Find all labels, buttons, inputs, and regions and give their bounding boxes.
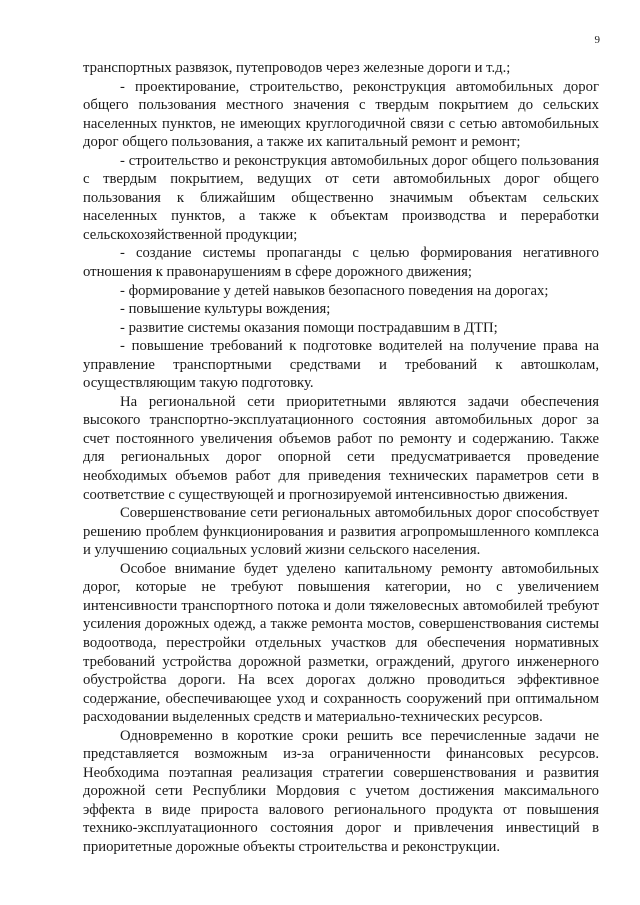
list-item-first-aid: - развитие системы оказания помощи пострадавшим в ДТП; — [120, 319, 498, 336]
paragraph-network-improvement: Совершенствование сети региональных автомобильных дорог способствует решению проблем функционирования и развития агропромышленного комплекса и улучшению социальных условий жизни сельского населения. — [83, 505, 599, 559]
list-item-driving-culture: - повышение культуры вождения; — [120, 301, 331, 318]
page-number: 9 — [594, 34, 600, 46]
list-item-driver-training: - повышение требований к подготовке водителей на получение права на управление транспортными средствами и требований к автошколам, осуществляющим такую подготовку. — [83, 338, 599, 392]
list-item-roads-rural: - строительство и реконструкция автомобильных дорог общего пользования с твердым покрытием, ведущих от сети автомобильных дорог общего пользования к ближайшим общественно значимым объектам сельских населенных пунктов, а также к объектам производства и переработки сельскохозяйственной продукции; — [83, 152, 599, 243]
list-item-roads-local: - проектирование, строительство, реконструкция автомобильных дорог общего пользования местного значения с твердым покрытием до сельских населенных пунктов, не имеющих круглогодичной связи с сетью автомобильных дорог общего пользования, а также их капитальный ремонт и ремонт; — [83, 78, 599, 151]
document-body — [83, 59, 599, 857]
list-item-propaganda: - создание системы пропаганды с целью формирования негативного отношения к правонарушениям в сфере дорожного движения; — [83, 245, 599, 281]
paragraph-capital-repair: Особое внимание будет уделено капитальному ремонту автомобильных дорог, которые не требуют повышения категории, но с увеличением интенсивности транспортного потока и доли тяжеловесных автомобилей требуют усиления дорожных одежд, а также ремонта мостов, совершенствования системы водоотвода, перестройки отдельных участков для обеспечения нормативных требований устройства дорожной разметки, ограждений, другого инженерного обустройства дороги. На всех дорогах должно проводиться эффективное содержание, обеспечивающее уход и сохранность сооружений при оптимальном расходовании выделенных средств и материально-технических ресурсов. — [83, 560, 599, 726]
paragraph-regional-network: На региональной сети приоритетными являются задачи обеспечения высокого транспортно-эксплуатационного состояния автомобильных дорог за счет постоянного увеличения объемов работ по ремонту и содержанию. Также для региональных дорог опорной сети предусматривается проведение необходимых объемов работ для приведения технических параметров сети в соответствие с существующей и прогнозируемой интенсивностью движения. — [83, 393, 599, 503]
list-item-children-safety: - формирование у детей навыков безопасного поведения на дорогах; — [120, 282, 549, 299]
paragraph-phased-strategy: Одновременно в короткие сроки решить все перечисленные задачи не представляется возможным из-за ограниченности финансовых ресурсов. Необходима поэтапная реализация стратегии совершенствования и развития дорожной сети Республики Мордовия с учетом достижения максимального эффекта в виде прироста валового регионального продукта от повышения технико-эксплуатационного состояния дорог и привлечения инвестиций в приоритетные дорожные объекты строительства и реконструкции. — [83, 727, 599, 855]
paragraph-continuation: транспортных развязок, путепроводов через железные дороги и т.д.; — [83, 60, 511, 76]
